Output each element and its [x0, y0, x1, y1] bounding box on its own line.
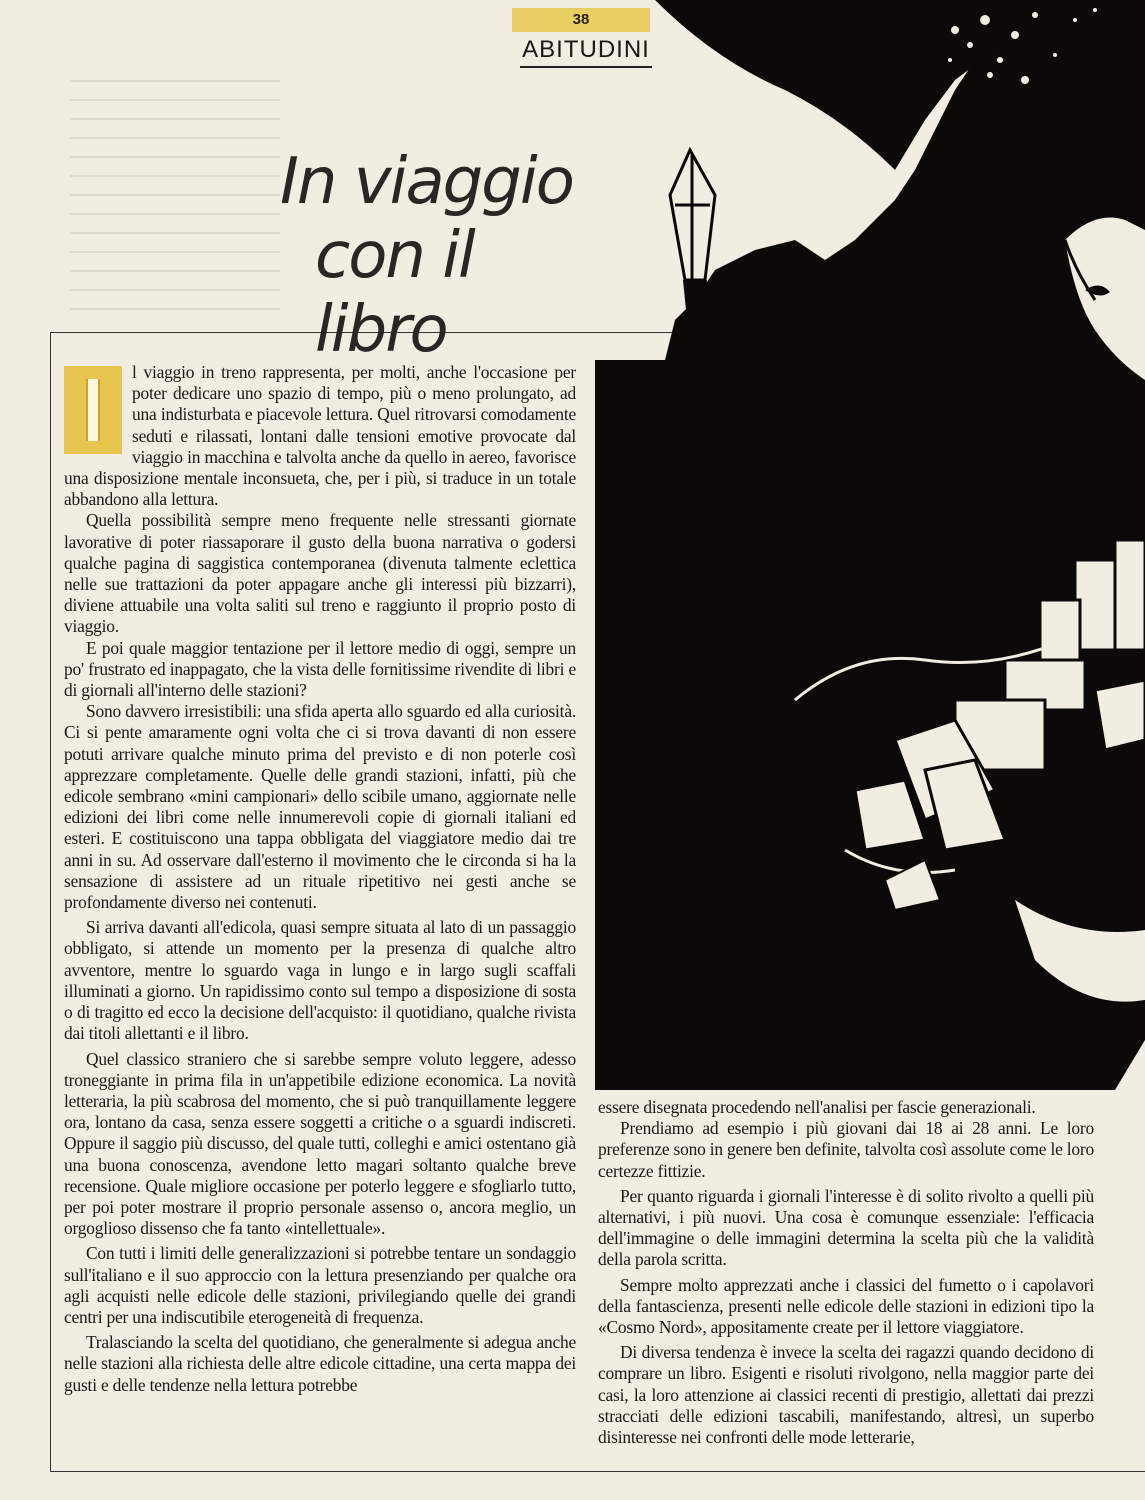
paragraph: Prendiamo ad esempio i più giovani dai 18 ai 28 anni. Le loro preferenze sono in genere ben definite, talvolta così assolute come le loro certezze fittizie. — [598, 1118, 1094, 1181]
dropcap-letter — [86, 379, 100, 441]
article-title — [260, 145, 600, 367]
section-label: ABITUDINI — [520, 36, 652, 68]
dropcap — [64, 366, 122, 454]
article-column-left — [64, 362, 576, 1396]
paragraph: Quella possibilità sempre meno frequente nelle stressanti giornate lavorative di poter riassaporare il gusto della buona narrativa o godersi qualche pagina di saggistica contemporanea (divenuta talmente eclettica nelle sue trattazioni da poter appagare anche gli interessi più bizzarri), diviene attuabile una volta saliti sul treno e raggiunto il proprio posto di viaggio. — [64, 510, 576, 637]
paragraph: Tralasciando la scelta del quotidiano, che generalmente si adegua anche nelle stazioni alla richiesta delle altre edicole cittadine, una certa mappa dei gusti e delle tendenze nella lettura potrebbe — [64, 1332, 576, 1395]
paragraph: Quel classico straniero che si sarebbe sempre voluto leggere, adesso troneggiante in prima fila in un'appetibile edizione economica. La novità letteraria, la più scabrosa del momento, che si può tranquillamente leggere ora, lontano da casa, senza essere soggetti a critiche o a sguardi indiscreti. Oppure il saggio più discusso, del quale tutti, colleghi e amici ostentano già una buona conoscenza, avendone letto magari soltanto qualche breve recensione. Quale migliore occasione per poterlo leggere e sfogliarlo tutto, per poi poter mostrare il proprio personale assenso o, ancora meglio, un orgoglioso dissenso che fa tanto «intellettuale». — [64, 1048, 576, 1239]
title-line-2: con il libro — [315, 219, 474, 367]
paragraph: Sempre molto apprezzati anche i classici del fumetto o i capolavori della fantascienza, presenti nelle edicole delle stazioni in edizioni tipo la «Cosmo Nord», appositamente create per il lettore viaggiatore. — [598, 1274, 1094, 1338]
article-column-right — [598, 1097, 1094, 1448]
paragraph: E poi quale maggior tentazione per il lettore medio di oggi, sempre un po' frustrato ed inappagato, che la vista delle fornitissime rivendite di libri e di giornali all'interno delle stazioni? — [64, 637, 576, 701]
paragraph: l viaggio in treno rappresenta, per molti, anche l'occasione per poter dedicare uno spazio di tempo, più o meno prolungato, ad una indisturbata e piacevole lettura. Quel ritrovarsi comodamente seduti e rilassati, lontani dalle tensioni emotive provocate dal viaggio in macchina e talvolta anche da quello in aereo, favorisce una disposizione mentale inconsueta, che, per i più, si traduce in un totale abbandono alla lettura. — [64, 362, 576, 510]
woman-reading-illustration — [595, 0, 1145, 1090]
paragraph: Per quanto riguarda i giornali l'interesse è di solito rivolto a quelli più alternativi, i più nuovi. Una cosa è comunque essenziale: l'efficacia dell'immagine o delle immagini determina la scelta più che la validità della parola scritta. — [598, 1185, 1094, 1270]
paragraph: Con tutti i limiti delle generalizzazioni si potrebbe tentare un sondaggio sull'italiano e il suo approccio con la lettura presenziando per qualche ora agli acquisti nelle edicole delle stazioni, privilegiando quelle dei grandi centri per una indiscutibile eterogeneità di frequenza. — [64, 1243, 576, 1327]
page-number: 38 — [512, 8, 650, 32]
paragraph: essere disegnata procedendo nell'analisi per fascie generazionali. — [598, 1097, 1036, 1117]
title-line-1: In viaggio — [280, 145, 573, 219]
paragraph: Sono davvero irresistibili: una sfida aperta allo sguardo ed alla curiosità. Ci si pente amaramente ogni volta che ci si trova davanti di non essere potuti arrivare qualche minuto prima del previsto e di non poterle così apprezzare completamente. Quelle delle grandi stazioni, infatti, più che edicole sembrano «mini campionari» dello scibile umano, aggiornate nelle edizioni dei libri come nelle innumerevoli copie di giornali italiani ed esteri. E costituiscono una tappa obbligata del viaggiatore medio dai tre anni in su. Ad osservare dall'esterno il movimento che le circonda si ha la sensazione di assistere ad un rituale ripetitivo nei gesti anche se profondamente diverso nei contenuti. — [64, 701, 576, 913]
paragraph: Di diversa tendenza è invece la scelta dei ragazzi quando decidono di comprare un libro. Esigenti e risoluti rivolgono, nella maggior parte dei casi, la loro attenzione ai classici recenti di prestigio, allettati dai prezzi stracciati delle edizioni tascabili, manifestando, altresì, un superbo disinteresse nei confronti delle mode letterarie, — [598, 1342, 1094, 1448]
show-through-text — [70, 80, 280, 310]
paragraph: Si arriva davanti all'edicola, quasi sempre situata al lato di un passaggio obbligato, si attende un momento per la presenza di qualche altro avventore, mentre lo sguardo vaga in lungo e in largo sugli scaffali illuminati a giorno. Un rapidissimo conto sul tempo a disposizione di sosta o di tragitto ed ecco la decisione dell'acquisto: il quotidiano, qualche rivista dai titoli allettanti e il libro. — [64, 917, 576, 1044]
